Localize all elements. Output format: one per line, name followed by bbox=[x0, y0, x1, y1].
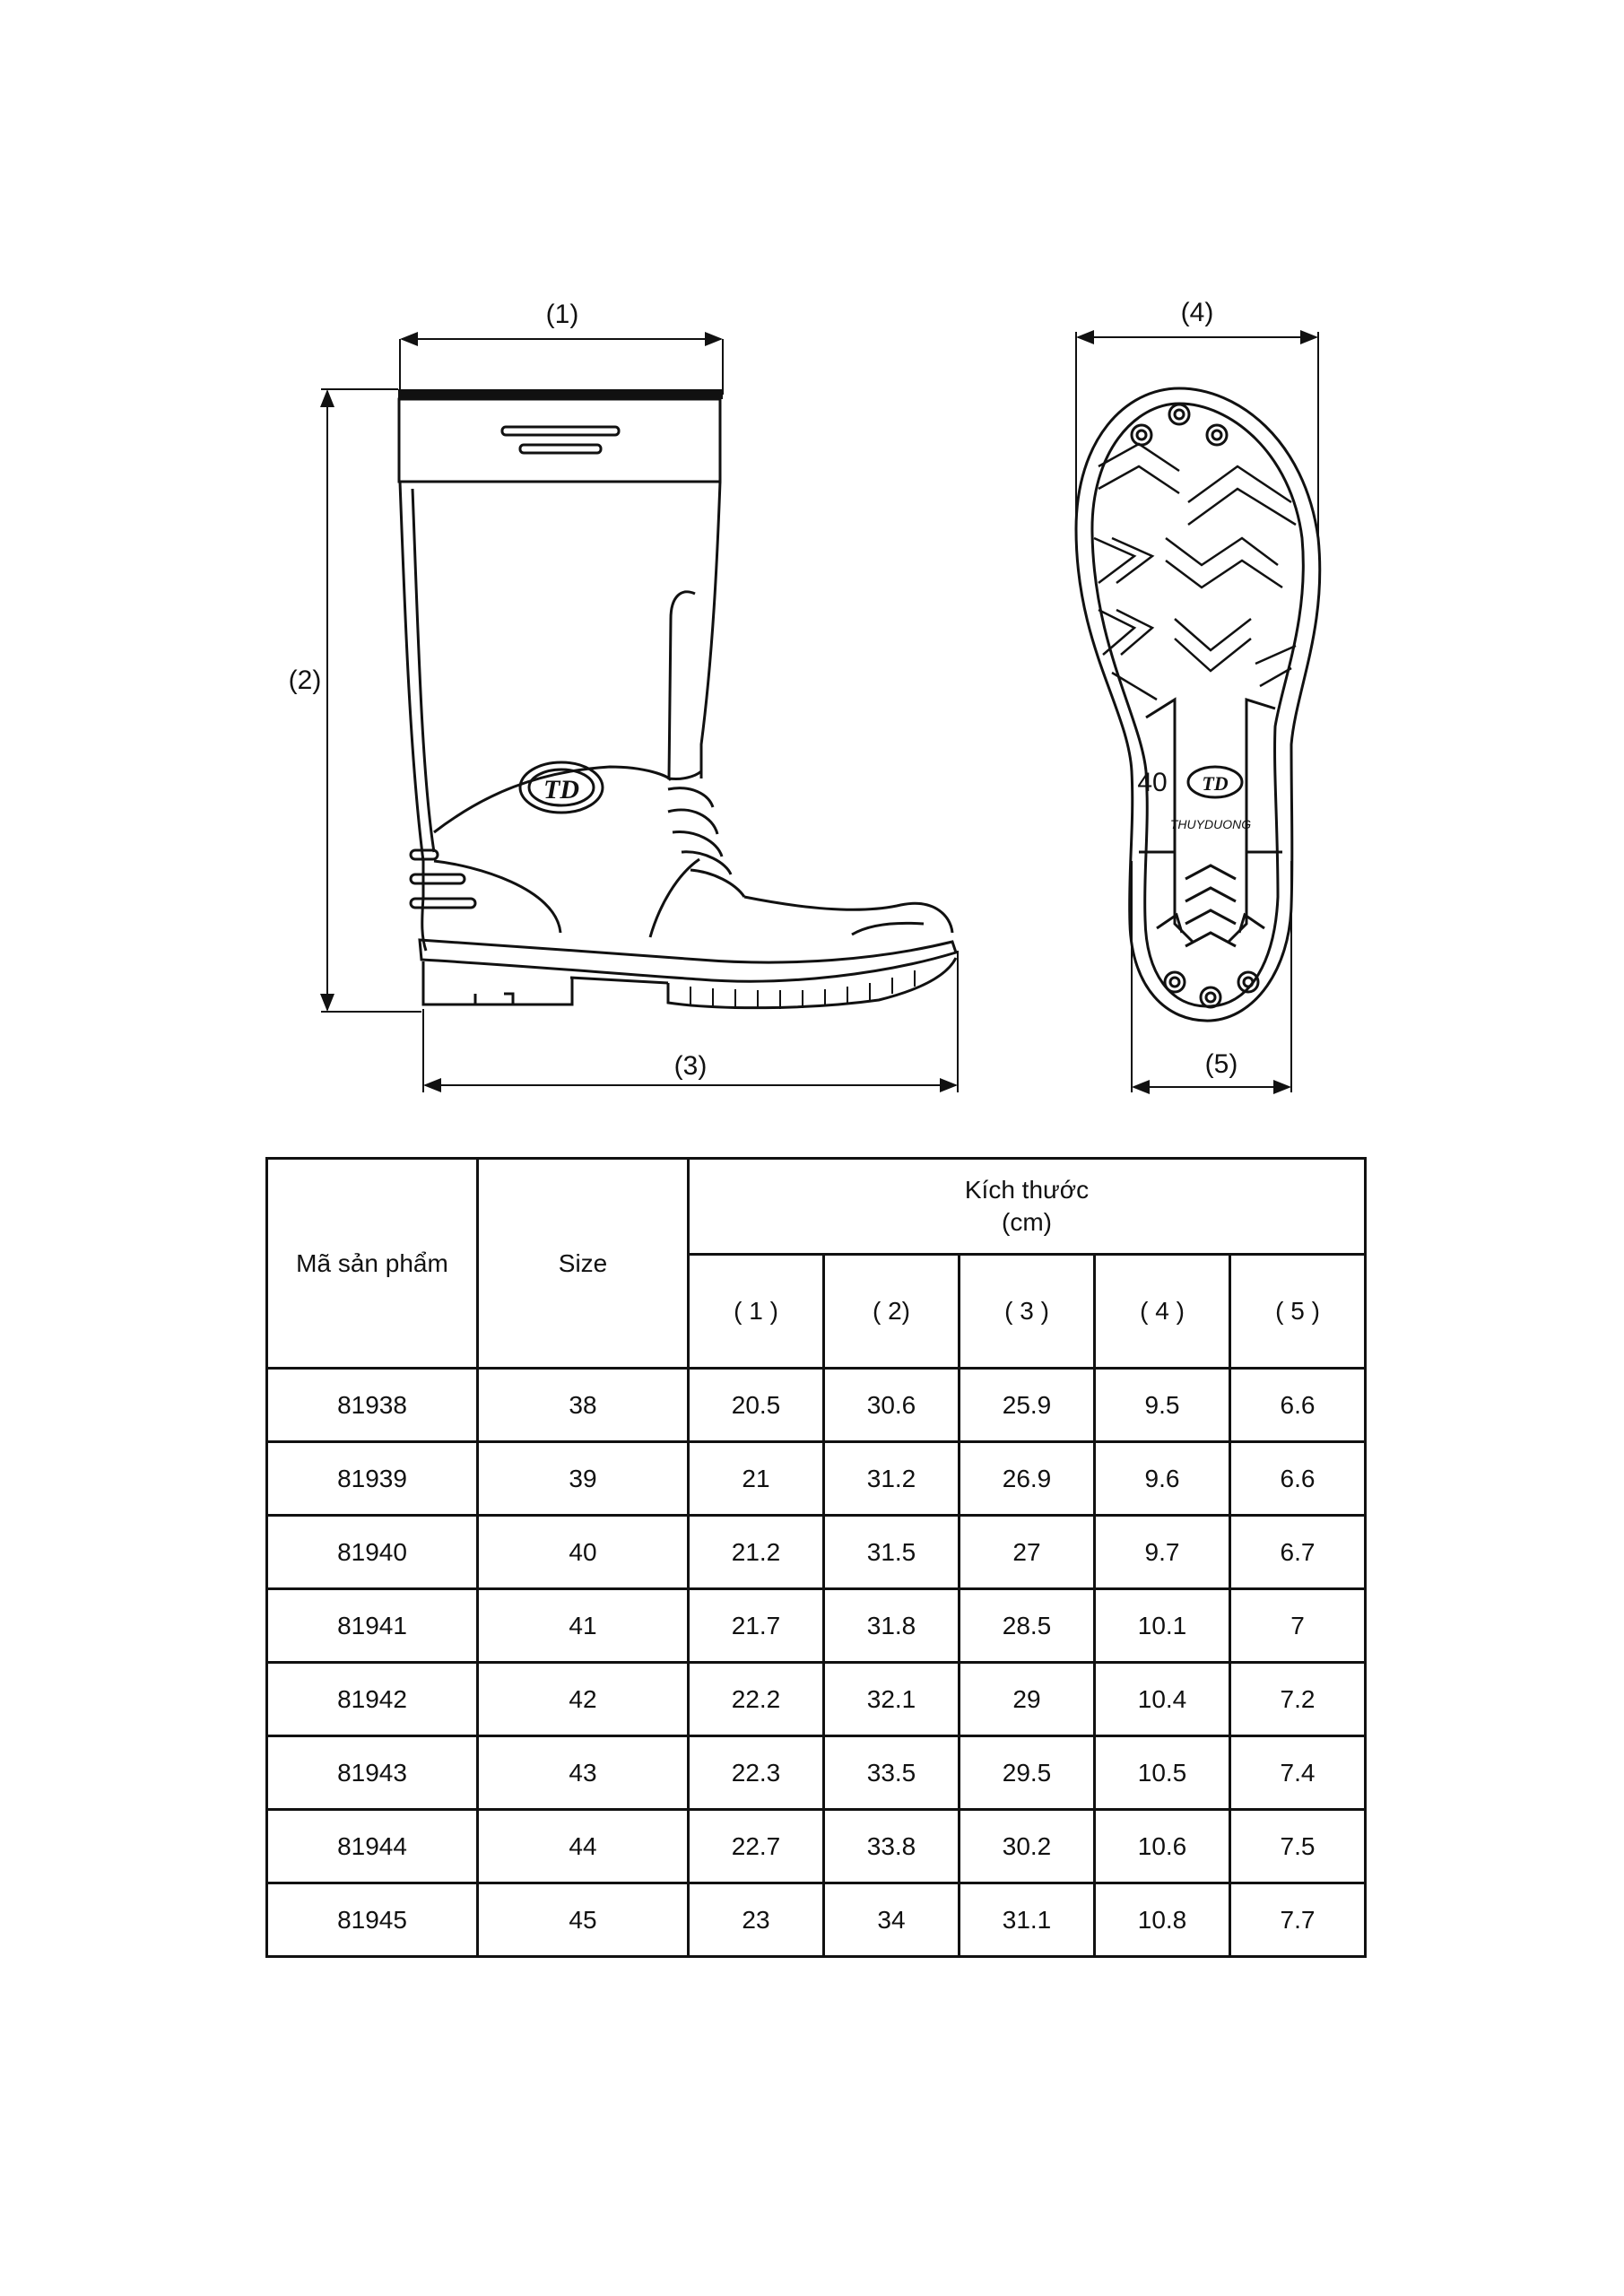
table-row bbox=[267, 1663, 1366, 1736]
cell-dim-5: 6.6 bbox=[1230, 1442, 1366, 1516]
table-row bbox=[267, 1883, 1366, 1957]
cell-dim-1: 20.5 bbox=[689, 1369, 824, 1442]
cell-dim-3: 29.5 bbox=[960, 1736, 1095, 1810]
header-dim-3: ( 3 ) bbox=[960, 1255, 1095, 1369]
cell-dim-3: 30.2 bbox=[960, 1810, 1095, 1883]
cell-dim-3: 28.5 bbox=[960, 1589, 1095, 1663]
cell-dim-3: 31.1 bbox=[960, 1883, 1095, 1957]
cell-dim-2: 31.2 bbox=[824, 1442, 960, 1516]
cell-dim-4: 9.5 bbox=[1095, 1369, 1230, 1442]
cell-code: 81939 bbox=[267, 1442, 478, 1516]
cell-dim-1: 23 bbox=[689, 1883, 824, 1957]
header-dimensions bbox=[689, 1159, 1366, 1255]
cell-dim-4: 10.5 bbox=[1095, 1736, 1230, 1810]
cell-dim-4: 10.6 bbox=[1095, 1810, 1230, 1883]
cell-dim-5: 7 bbox=[1230, 1589, 1366, 1663]
cell-size: 43 bbox=[478, 1736, 689, 1810]
cell-dim-2: 33.5 bbox=[824, 1736, 960, 1810]
size-chart-table bbox=[265, 1157, 1367, 1958]
header-dim-1: ( 1 ) bbox=[689, 1255, 824, 1369]
cell-code: 81945 bbox=[267, 1883, 478, 1957]
header-dim-5: ( 5 ) bbox=[1230, 1255, 1366, 1369]
cell-size: 45 bbox=[478, 1883, 689, 1957]
cell-dim-2: 32.1 bbox=[824, 1663, 960, 1736]
cell-dim-3: 25.9 bbox=[960, 1369, 1095, 1442]
table-row bbox=[267, 1589, 1366, 1663]
cell-code: 81943 bbox=[267, 1736, 478, 1810]
cell-size: 42 bbox=[478, 1663, 689, 1736]
cell-dim-4: 10.8 bbox=[1095, 1883, 1230, 1957]
cell-size: 39 bbox=[478, 1442, 689, 1516]
cell-dim-5: 7.4 bbox=[1230, 1736, 1366, 1810]
cell-dim-2: 30.6 bbox=[824, 1369, 960, 1442]
cell-code: 81938 bbox=[267, 1369, 478, 1442]
dimension-label-3: (3) bbox=[673, 1051, 708, 1081]
cell-code: 81942 bbox=[267, 1663, 478, 1736]
cell-dim-1: 21 bbox=[689, 1442, 824, 1516]
brand-logo-text: TD bbox=[543, 775, 579, 804]
cell-dim-5: 6.6 bbox=[1230, 1369, 1366, 1442]
cell-size: 40 bbox=[478, 1516, 689, 1589]
cell-dim-4: 9.7 bbox=[1095, 1516, 1230, 1589]
header-dim-4: ( 4 ) bbox=[1095, 1255, 1230, 1369]
cell-dim-1: 22.7 bbox=[689, 1810, 824, 1883]
boot-technical-drawing bbox=[0, 0, 1624, 1112]
table-row bbox=[267, 1442, 1366, 1516]
boot-sole-view bbox=[1076, 388, 1320, 1021]
cell-dim-3: 26.9 bbox=[960, 1442, 1095, 1516]
cell-size: 38 bbox=[478, 1369, 689, 1442]
table-row bbox=[267, 1369, 1366, 1442]
table-row bbox=[267, 1810, 1366, 1883]
cell-dim-1: 21.2 bbox=[689, 1516, 824, 1589]
cell-dim-5: 7.7 bbox=[1230, 1883, 1366, 1957]
table-row bbox=[267, 1516, 1366, 1589]
header-dim-2: ( 2) bbox=[824, 1255, 960, 1369]
cell-dim-2: 31.8 bbox=[824, 1589, 960, 1663]
cell-size: 44 bbox=[478, 1810, 689, 1883]
sole-logo-text: TD bbox=[1202, 772, 1229, 795]
cell-dim-4: 10.4 bbox=[1095, 1663, 1230, 1736]
dimension-label-5: (5) bbox=[1204, 1049, 1238, 1079]
boot-side-view bbox=[398, 389, 956, 1009]
sole-size-mark: 40 bbox=[1137, 768, 1168, 797]
cell-code: 81940 bbox=[267, 1516, 478, 1589]
header-dimensions-unit: (cm) bbox=[1002, 1208, 1052, 1236]
cell-dim-5: 6.7 bbox=[1230, 1516, 1366, 1589]
cell-code: 81941 bbox=[267, 1589, 478, 1663]
cell-dim-2: 31.5 bbox=[824, 1516, 960, 1589]
cell-dim-4: 10.1 bbox=[1095, 1589, 1230, 1663]
cell-dim-2: 34 bbox=[824, 1883, 960, 1957]
cell-dim-1: 22.2 bbox=[689, 1663, 824, 1736]
cell-dim-2: 33.8 bbox=[824, 1810, 960, 1883]
sole-brand-text: THUYDUONG bbox=[1169, 817, 1252, 831]
cell-dim-5: 7.2 bbox=[1230, 1663, 1366, 1736]
header-dimensions-title: Kích thước bbox=[964, 1176, 1090, 1204]
dimension-label-4: (4) bbox=[1180, 298, 1214, 327]
header-size: Size bbox=[478, 1159, 689, 1369]
cell-dim-4: 9.6 bbox=[1095, 1442, 1230, 1516]
dimension-label-1: (1) bbox=[545, 300, 579, 329]
cell-dim-5: 7.5 bbox=[1230, 1810, 1366, 1883]
table-row bbox=[267, 1736, 1366, 1810]
header-product-code: Mã sản phẩm bbox=[267, 1159, 478, 1369]
cell-dim-3: 27 bbox=[960, 1516, 1095, 1589]
cell-dim-1: 22.3 bbox=[689, 1736, 824, 1810]
cell-dim-1: 21.7 bbox=[689, 1589, 824, 1663]
dimension-label-2: (2) bbox=[288, 665, 322, 695]
cell-size: 41 bbox=[478, 1589, 689, 1663]
cell-dim-3: 29 bbox=[960, 1663, 1095, 1736]
cell-code: 81944 bbox=[267, 1810, 478, 1883]
